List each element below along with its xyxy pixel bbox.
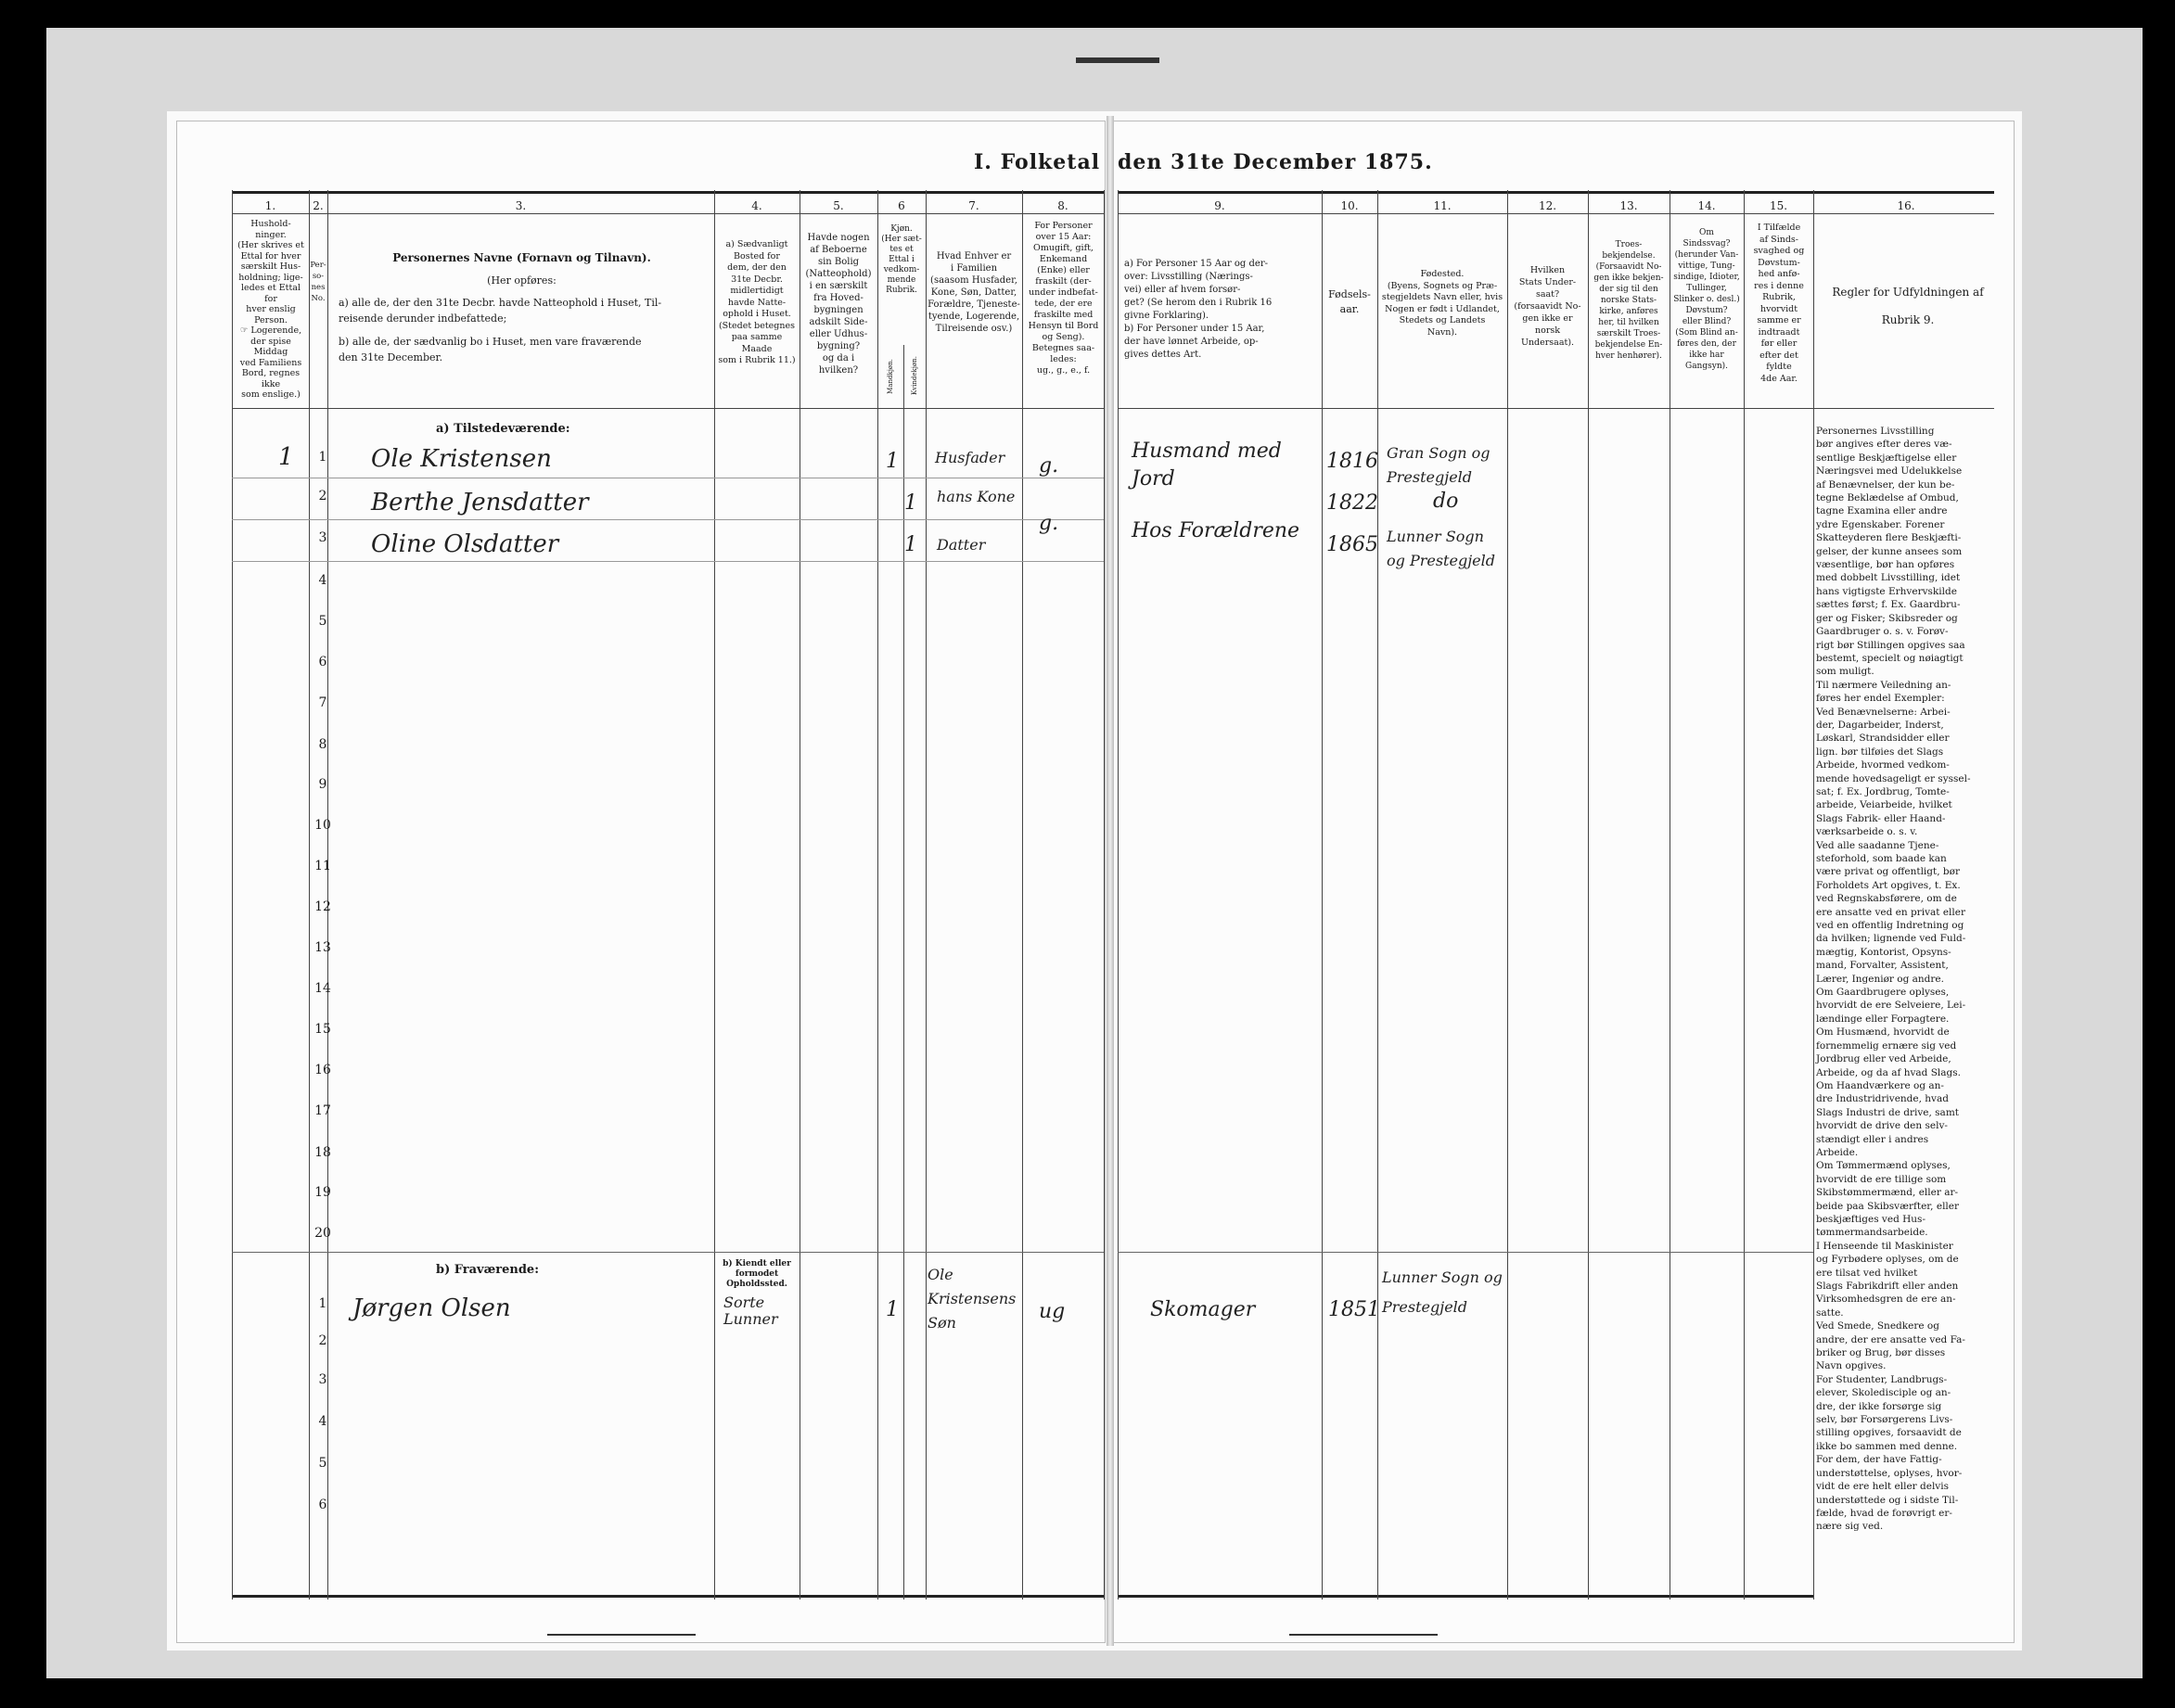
row-number: 3	[318, 1372, 327, 1387]
row-number: 20	[314, 1226, 331, 1241]
row-number: 4	[318, 573, 327, 588]
colnum-11: 11.	[1433, 199, 1452, 212]
absent-1-male: 1	[886, 1298, 899, 1321]
header-names-b: b) alle de, der sædvanlig bo i Huset, men vare fraværende den 31te December.	[339, 336, 642, 363]
header-marital: For Personer over 15 Aar: Omugift, gift, Enkemand (Enke) eller fraskilt (der- under indbefat- tede, der ere fraskilte med Hensyn til Bord og Seng). Betegnes saa- ledes: ug., g., e., f.	[1028, 221, 1099, 376]
title-right: den 31te December 1875.	[1118, 150, 1433, 174]
colnum-7: 7.	[968, 199, 979, 212]
vrule	[1322, 190, 1323, 1600]
vrule	[1588, 190, 1589, 1600]
person-1-role: Husfader	[935, 449, 1005, 466]
row-number: 5	[318, 614, 327, 629]
top-mark	[1076, 57, 1159, 63]
header-names-title: Personernes Navne (Fornavn og Tilnavn).	[392, 251, 651, 264]
header-rules: Regler for Udfyldningen af Rubrik 9.	[1832, 286, 1984, 326]
header-disability: Om Sindssvag? (herunder Van- vittige, Tung- sindige, Idioter, Tullinger, Slinker o. desl.) Døvstum? eller Blind? (Som Blind an- føres den, der ikke har Gangsyn).	[1673, 228, 1740, 371]
row-number: 15	[314, 1022, 331, 1037]
person-2-name: Berthe Jensdatter	[371, 489, 589, 516]
header-birth-year: Fødsels- aar.	[1328, 288, 1371, 315]
vrule	[877, 190, 878, 1600]
header-names-a: a) alle de, der den 31te Decbr. havde Natteophold i Huset, Til- reisende derunder indbefattede;	[339, 297, 662, 325]
vrule	[232, 190, 233, 1600]
colnum-4: 4.	[751, 199, 762, 212]
section-absent: b) Fraværende:	[436, 1263, 540, 1277]
vrule	[1744, 190, 1745, 1600]
bottom-mark-right	[1289, 1634, 1438, 1636]
person-2-role: hans Kone	[937, 488, 1016, 505]
colnum-10: 10.	[1340, 199, 1359, 212]
colnum-2: 2.	[313, 199, 324, 212]
header-person-no: Per- so- nes No.	[310, 261, 326, 303]
row-number: 16	[314, 1063, 331, 1077]
vrule	[1104, 190, 1105, 1600]
absent-1-whereabouts: Sorte Lunner	[723, 1294, 778, 1328]
absent-1-year: 1851	[1328, 1298, 1380, 1321]
row-number: 7	[318, 695, 327, 710]
vrule	[1507, 190, 1508, 1600]
colnum-6: 6	[898, 199, 905, 212]
section-absent-whereabouts: b) Kiendt eller formodet Opholdssted.	[723, 1259, 791, 1289]
person-2-civil: g.	[1039, 512, 1059, 535]
colnum-3: 3.	[515, 199, 527, 212]
colnum-14: 14.	[1697, 199, 1716, 212]
vrule	[1118, 190, 1119, 1600]
colnum-8: 8.	[1057, 199, 1068, 212]
header-family-role: Hvad Enhver er i Familien (saasom Husfader, Kone, Søn, Datter, Forældre, Tjeneste- tyende, Logerende, Tilreisende osv.)	[928, 251, 1020, 334]
header-onset: I Tilfælde af Sinds- svaghed og Døvstum- hed anfø- res i denne Rubrik, hvorvidt samme er indtraadt før eller efter det fyldte 4de Aar.	[1753, 223, 1805, 384]
row-number: 5	[318, 1456, 327, 1471]
vrule	[327, 190, 328, 1600]
person-1-occupation: Husmand med Jord	[1132, 440, 1282, 491]
row-number: 3	[318, 530, 327, 545]
person-3-female: 1	[904, 533, 917, 556]
colnum-12: 12.	[1538, 199, 1557, 212]
header-birthplace: Fødested. (Byens, Sognets og Præ- stegjeldets Navn eller, hvis Nogen er født i Udlandet, Stedets og Landets Navn).	[1381, 269, 1503, 338]
person-1-name: Ole Kristensen	[371, 445, 552, 473]
header-sex: Kjøn. (Her sæt- tes et Ettal i vedkom- mende Rubrik.	[881, 224, 922, 295]
bottom-rule-left	[232, 1595, 1104, 1598]
person-3-year: 1865	[1326, 533, 1378, 556]
vrule	[926, 190, 927, 1600]
row-number: 17	[314, 1103, 331, 1118]
person-1-household: 1	[278, 443, 294, 471]
header-occupation: a) For Personer 15 Aar og der- over: Livsstilling (Nærings- vei) eller af hvem forsør- get? (Se herom den i Rubrik 16 givne Forklaring). b) For Personer under 15 Aar, der have lønnet Arbeide, op- gives dettes Art.	[1124, 259, 1273, 360]
row-number: 2	[318, 489, 327, 503]
row-number: 9	[318, 777, 327, 792]
row-number: 4	[318, 1414, 327, 1429]
person-2-year: 1822	[1326, 491, 1378, 515]
vrule	[309, 190, 310, 1600]
colnum-9: 9.	[1214, 199, 1225, 212]
colnum-rule-left	[232, 213, 1104, 214]
bottom-rule-right	[1118, 1595, 1813, 1598]
absent-1-role: Ole Kristensens Søn	[928, 1266, 1017, 1332]
person-3-name: Oline Olsdatter	[371, 530, 559, 558]
row-rule	[232, 519, 1104, 520]
title-left: I. Folketal	[974, 150, 1101, 174]
row-number: 8	[318, 737, 327, 752]
top-rule-left	[232, 191, 1104, 194]
row-number: 11	[314, 859, 331, 873]
person-3-occupation: Hos Forældrene	[1132, 519, 1300, 542]
vrule	[1813, 190, 1814, 1600]
person-1-year: 1816	[1326, 450, 1378, 473]
header-households: Hushold- ninger. (Her skrives et Ettal for hver særskilt Hus- holdning; lige- ledes et Ettal for hver enslig Person. ☞ Logerende, der spise Middag ved Familiens Bord, regnes ikke som enslige.)	[237, 219, 304, 400]
section-present: a) Tilstedeværende:	[436, 422, 570, 436]
header-sex-male: Mandkjøn.	[887, 359, 894, 394]
absent-1-birthplace: Lunner Sogn og Prestegjeld	[1382, 1268, 1503, 1316]
row-number: 14	[314, 981, 331, 996]
row-number: 10	[314, 818, 331, 833]
vrule	[1022, 190, 1023, 1600]
row-number: 6	[318, 1498, 327, 1512]
row-number: 1	[318, 1296, 327, 1311]
colnum-13: 13.	[1619, 199, 1638, 212]
person-3-role: Datter	[937, 536, 986, 554]
person-2-female: 1	[904, 491, 917, 515]
row-number: 2	[318, 1333, 327, 1348]
header-sex-female: Kvindekjøn.	[911, 356, 918, 395]
vrule	[1377, 190, 1378, 1600]
row-number: 13	[314, 940, 331, 955]
person-1-male: 1	[886, 450, 899, 473]
rubrik-9-instructions: Personernes Livsstilling bør angives efter deres væ- sentlige Beskjæftigelse eller Næringsvei med Udelukkelse af Benævnelser, der kun be- tegne Beklædelse af Ombud, tagne Examina eller andre ydre Egenskaber. Forener Skatteyderen flere Beskjæfti- gelser, der kunne ansees som væsentlige, bør han opføres med dobbelt Livsstilling, idet hans vigtigste Erhvervskilde sættes først; f. Ex. Gaardbru- ger og Fisker; Skibsreder og Gaardbruger o. s. v. Forøv- rigt bør Stillingen opgives saa bestemt, specielt og nøiagtigt som muligt. Til nærmere Veiledning an- føres her endel Exempler: Ved Benævnelserne: Arbei- der, Dagarbeider, Inderst, Løskarl, Strandsidder eller lign. bør tilføies det Slags Arbeide, hvormed vedkom- mende hovedsageligt er syssel- sat; f. Ex. Jordbrug, Tomte- arbeide, Veiarbeide, hvilket Slags Fabrik- eller Haand- værksarbeide o. s. v. Ved alle saadanne Tjene- steforhold, som baade kan være privat og offentligt, bør Forholdets Art opgives, t. Ex. ved Regnskabsførere, om de ere ansatte ved en privat eller ved en offentlig Indretning og da hvilken; lignende ved Fuld- mægtig, Kontorist, Opsyns- mand, Forvalter, Assistent, Lærer, Ingeniør og andre. Om Gaardbrugere oplyses, hvorvidt de ere Selveiere, Lei- lændinge eller Forpagtere. Om Husmænd, hvorvidt de fornemmelig ernære sig ved Jordbrug eller ved Arbeide, Arbeide, og da af hvad Slags. Om Haandværkere og an- dre Industridrivende, hvad Slags Industri de drive, samt hvorvidt de drive den selv- stændigt eller i andres Arbeide. Om Tømmermænd oplyses, hvorvidt de ere tillige som Skibstømmermænd, eller ar- beide paa Skibsværfter, eller beskjæftiges ved Hus- tømmermandsarbeide. I Henseende til Maskinister og Fyrbødere oplyses, om de ere tilsat ved hvilket Slags Fabrikdrift eller anden Virksomhedsgren de ere an- satte. Ved Smede, Snedkere og andre, der ere ansatte ved Fa- briker og Brug, bør disses Navn opgives. For Studenter, Landbrugs- elever, Skoledisciple og an- dre, der ikke forsørge sig selv, bør Forsørgerens Livs- stilling opgives, forsaavidt de ikke bo sammen med denne. For dem, der have Fattig- understøttelse, oplyses, hvor- vidt de ere helt eller delvis understøttede og i sidste Til- fælde, hvad de forøvrigt er- nære sig ved.	[1816, 426, 1971, 1533]
header-citizenship: Hvilken Stats Under- saat? (forsaavidt No- gen ikke er norsk Undersaat).	[1514, 265, 1581, 348]
header-religion: Troes- bekjendelse. (Forsaavidt No- gen ikke bekjen- der sig til den norske Stats- kirke, anføres her, til hvilken særskilt Troes- bekjendelse En- hver henhører).	[1593, 240, 1664, 361]
person-1-birthplace: Gran Sogn og Prestegjeld	[1387, 444, 1491, 486]
absent-1-occupation: Skomager	[1150, 1298, 1256, 1321]
bottom-mark-left	[547, 1634, 696, 1636]
header-rule-right	[1118, 408, 1994, 409]
person-1-civil: g.	[1039, 454, 1059, 478]
colnum-1: 1.	[264, 199, 276, 212]
person-2-birthplace: do	[1433, 490, 1459, 513]
colnum-16: 16.	[1897, 199, 1915, 212]
page-fold	[1107, 116, 1114, 1646]
top-rule-right	[1118, 191, 1994, 194]
row-number: 19	[314, 1185, 331, 1200]
header-rule-left	[232, 408, 1104, 409]
row-rule	[232, 561, 1104, 562]
header-separate-building: Havde nogen af Beboerne sin Bolig (Natteophold) i en særskilt fra Hoved- bygningen adskilt Side- eller Udhus- bygning? og da i hvilken?	[805, 233, 872, 376]
section-rule	[1118, 1252, 1813, 1253]
colnum-5: 5.	[833, 199, 844, 212]
colnum-15: 15.	[1769, 199, 1788, 212]
person-3-birthplace: Lunner Sogn og Prestegjeld	[1387, 528, 1495, 569]
absent-1-civil: ug	[1039, 1300, 1066, 1323]
row-number: 18	[314, 1145, 331, 1160]
row-number: 1	[318, 450, 327, 465]
vrule	[714, 190, 715, 1600]
colnum-rule-right	[1118, 213, 1994, 214]
row-number: 12	[314, 899, 331, 914]
row-number: 6	[318, 655, 327, 669]
section-rule	[232, 1252, 1104, 1253]
header-names-sub: (Her opføres:	[487, 274, 557, 287]
absent-1-name: Jørgen Olsen	[352, 1294, 511, 1322]
header-usual-residence: a) Sædvanligt Bosted for dem, der den 31te Decbr. midlertidigt havde Natte- ophold i Huset. (Stedet betegnes paa samme Maade som i Rubrik 11.)	[718, 239, 796, 365]
